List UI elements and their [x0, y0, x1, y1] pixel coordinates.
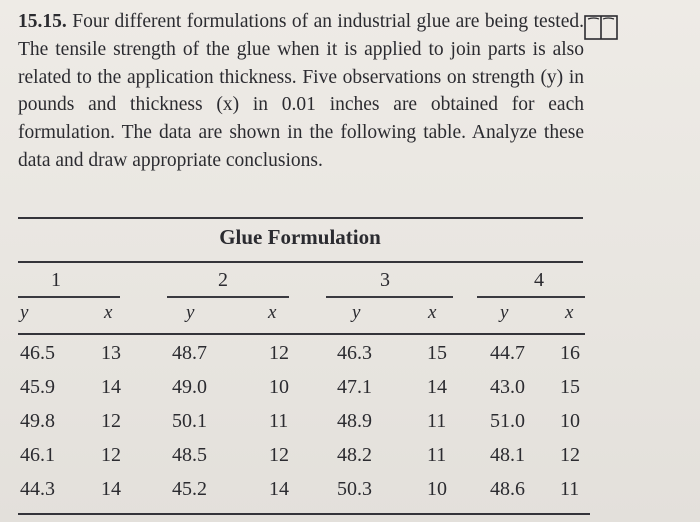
group-rule-2: [167, 296, 289, 298]
table-cell-y: 49.8: [20, 410, 55, 432]
table-cell-x: 12: [101, 410, 121, 432]
table-cell-y: 49.0: [172, 376, 207, 398]
table-cell-x: 10: [427, 478, 447, 500]
table-cell-x: 11: [560, 478, 580, 500]
table-cell-x: 10: [560, 410, 580, 432]
group-label-2: 2: [218, 269, 228, 291]
table-cell-y: 50.3: [337, 478, 372, 500]
y-header-4: y: [500, 302, 509, 323]
table-cell-x: 14: [269, 478, 289, 500]
table-cell-y: 46.1: [20, 444, 55, 466]
problem-number: 15.15.: [18, 11, 67, 32]
table-cell-x: 16: [560, 342, 580, 364]
table-cell-y: 48.7: [172, 342, 207, 364]
problem-statement: [18, 8, 584, 175]
table-cell-x: 12: [101, 444, 121, 466]
table-bottom-rule: [18, 513, 590, 515]
table-cell-y: 46.3: [337, 342, 372, 364]
problem-text: Four different formulations of an industrial glue are being tested. The tensile strength of the glue when it is applied to join parts is also related to the application thickness. Five observations on strength (y) in pounds and thickness (x) in 0.01 inches are obtained for each formulation. The data are shown in the following table. Analyze these data and draw appropriate conclusions.: [18, 11, 584, 171]
table-cell-y: 45.2: [172, 478, 207, 500]
group-rule-3: [326, 296, 453, 298]
book-icon: [584, 13, 618, 41]
table-cell-y: 46.5: [20, 342, 55, 364]
table-cell-x: 10: [269, 376, 289, 398]
table-cell-y: 45.9: [20, 376, 55, 398]
table-cell-x: 14: [101, 478, 121, 500]
table-cell-y: 50.1: [172, 410, 207, 432]
table-cell-x: 11: [427, 410, 447, 432]
table-cell-x: 15: [560, 376, 580, 398]
group-label-1: 1: [51, 269, 61, 291]
table-cell-y: 48.6: [490, 478, 525, 500]
y-header-2: y: [186, 302, 195, 323]
y-header-1: y: [20, 302, 29, 323]
table-cell-x: 11: [269, 410, 289, 432]
table-cell-y: 51.0: [490, 410, 525, 432]
group-rule-1: [18, 296, 120, 298]
table-cell-x: 14: [427, 376, 447, 398]
group-rule-4: [477, 296, 585, 298]
group-label-4: 4: [534, 269, 544, 291]
table-cell-y: 48.1: [490, 444, 525, 466]
table-cell-y: 44.7: [490, 342, 525, 364]
table-title-rule: [18, 261, 583, 263]
x-header-2: x: [268, 302, 277, 323]
table-cell-x: 11: [427, 444, 447, 466]
table-cell-y: 48.5: [172, 444, 207, 466]
table-cell-x: 12: [269, 444, 289, 466]
table-cell-y: 48.2: [337, 444, 372, 466]
group-label-3: 3: [380, 269, 390, 291]
x-header-3: x: [428, 302, 437, 323]
table-cell-y: 43.0: [490, 376, 525, 398]
header-bottom-rule: [18, 333, 585, 335]
table-cell-y: 47.1: [337, 376, 372, 398]
table-cell-y: 48.9: [337, 410, 372, 432]
table-top-rule: [18, 217, 583, 219]
x-header-1: x: [104, 302, 113, 323]
y-header-3: y: [352, 302, 361, 323]
x-header-4: x: [565, 302, 574, 323]
table-cell-x: 13: [101, 342, 121, 364]
table-cell-x: 12: [269, 342, 289, 364]
table-title: Glue Formulation: [219, 225, 381, 249]
table-cell-y: 44.3: [20, 478, 55, 500]
table-cell-x: 14: [101, 376, 121, 398]
table-cell-x: 15: [427, 342, 447, 364]
table-cell-x: 12: [560, 444, 580, 466]
